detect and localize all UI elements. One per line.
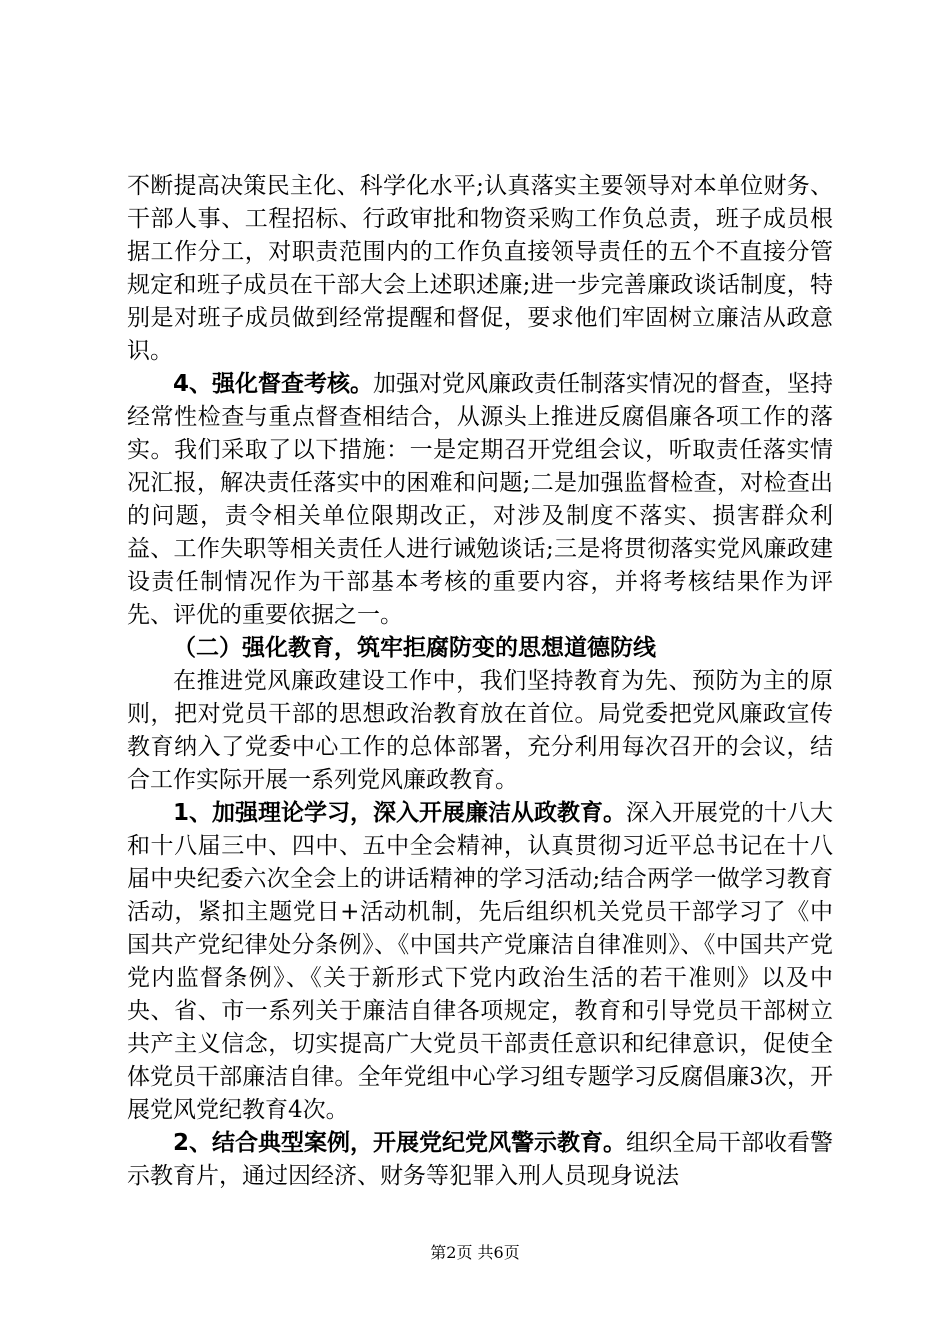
- paragraph-education-intro: 在推进党风廉政建设工作中，我们坚持教育为先、预防为主的原则，把对党员干部的思想政治教育放在首位。局党委把党风廉政宣传教育纳入了党委中心工作的总体部署，充分利用每次召开的会议，结合工作实际开展一系列党风廉政教育。: [127, 668, 833, 793]
- section-heading: （二）强化教育，筑牢拒腐防变的思想道德防线: [173, 635, 656, 661]
- paragraph-theory-study: [127, 797, 833, 1127]
- paragraph-body: 深入开展党的十八大和十八届三中、四中、五中全会精神，认真贯彻习近平总书记在十八届中央纪委六次全会上的讲话精神的学习活动;结合两学一做学习教育活动，紧扣主题党日+活动机制，先后组织机关党员干部学习了《中国共产党纪律处分条例》、《中国共产党廉洁自律准则》、《中国共产党党内监督条例》、《关于新形式下党内政治生活的若干准则》以及中央、省、市一系列关于廉洁自律各项规定，教育和引导党员干部树立共产主义信念，切实提高广大党员干部责任意识和纪律意识，促使全体党员干部廉洁自律。全年党组中心学习组专题学习反腐倡廉3次，开展党风党纪教育4次。: [127, 800, 834, 1123]
- paragraph-warning-education: [127, 1127, 833, 1193]
- paragraph-body: 加强对党风廉政责任制落实情况的督查，坚持经常性检查与重点督查相结合，从源头上推进反腐倡廉各项工作的落实。我们采取了以下措施：一是定期召开党组会议，听取责任落实情况汇报，解决责任落实中的困难和问题;二是加强监督检查，对检查出的问题，责令相关单位限期改正，对涉及制度不落实、损害群众利益、工作失职等相关责任人进行诫勉谈话;三是将贯彻落实党风廉政建设责任制情况作为干部基本考核的重要内容，并将考核结果作为评先、评优的重要依据之一。: [127, 371, 834, 628]
- paragraph-supervision: [127, 368, 833, 632]
- paragraph-continued: 不断提高决策民主化、科学化水平;认真落实主要领导对本单位财务、干部人事、工程招标、行政审批和物资采购工作负总责，班子成员根据工作分工，对职责范围内的工作负直接领导责任的五个不直接分管规定和班子成员在干部大会上述职述廉;进一步完善廉政谈话制度，特别是对班子成员做到经常提醒和督促，要求他们牢固树立廉洁从政意识。: [127, 173, 833, 364]
- paragraph-lead: 4、强化督查考核。: [173, 371, 374, 397]
- paragraph-lead: 1、加强理论学习，深入开展廉洁从政教育。: [173, 800, 627, 826]
- paragraph-body: 组织全局干部收看警示教育片，通过因经济、财务等犯罪入刑人员现身说法: [127, 1130, 834, 1189]
- page-footer: 第2页 共6页: [430, 1243, 520, 1262]
- document-body: [127, 170, 833, 1193]
- paragraph-lead: 2、结合典型案例，开展党纪党风警示教育。: [173, 1130, 627, 1156]
